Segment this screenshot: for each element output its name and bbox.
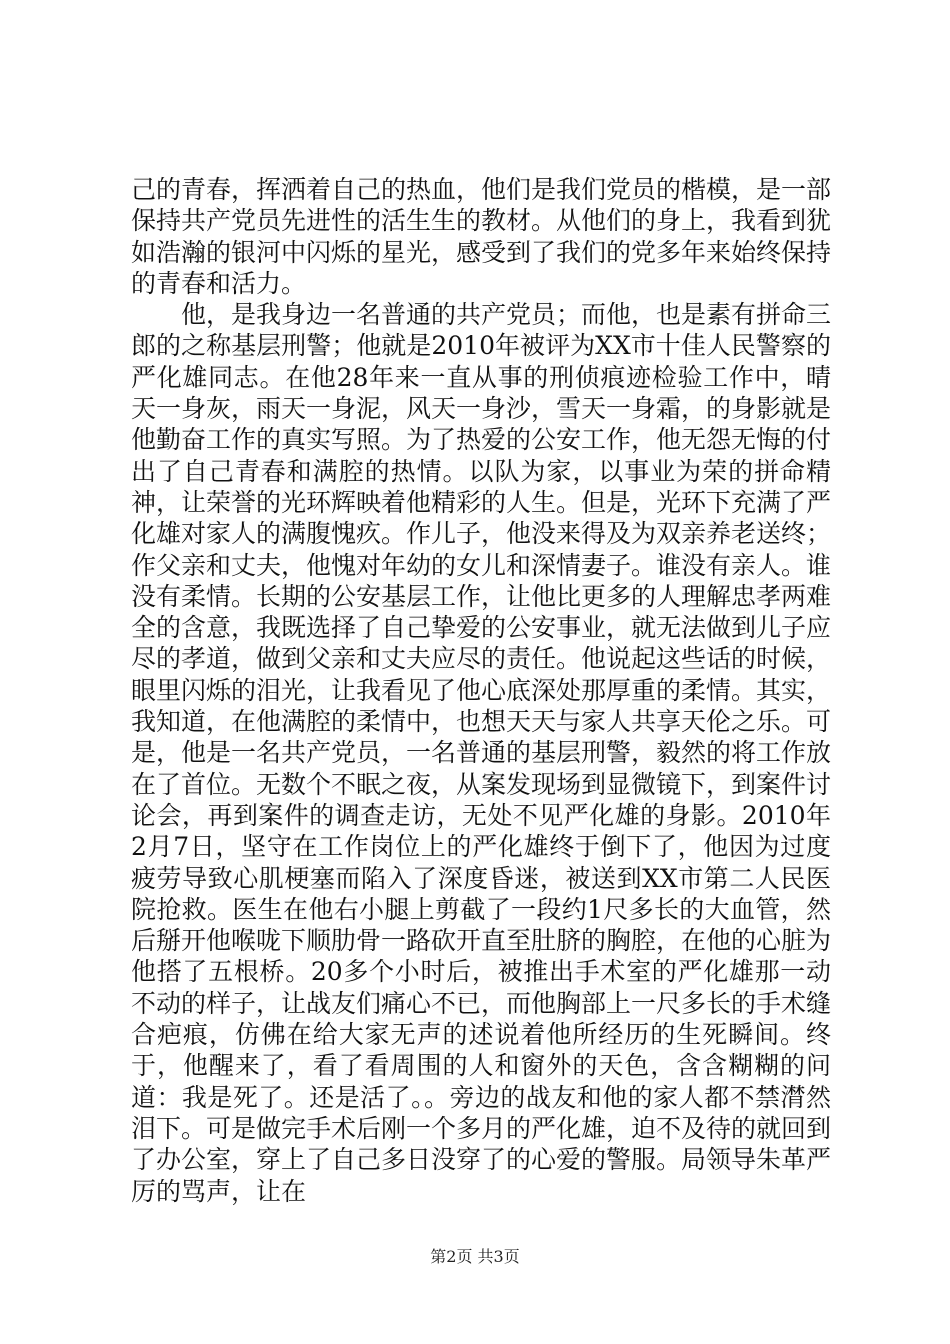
paragraph-continuation: 己的青春，挥洒着自己的热血，他们是我们党员的楷模，是一部保持共产党员先进性的活生生的教材。从他们的身上，我看到犹如浩瀚的银河中闪烁的星光，感受到了我们的党多年来始终保持的青春和活力。 bbox=[131, 175, 832, 298]
document-body bbox=[131, 174, 831, 1207]
page-footer: 第2页 共3页 bbox=[430, 1247, 520, 1266]
paragraph-main: 他，是我身边一名普通的共产党员；而他，也是素有拼命三郎的之称基层刑警；他就是2010年被评为XX市十佳人民警察的严化雄同志。在他28年来一直从事的刑侦痕迹检验工作中，晴天一身灰，雨天一身泥，风天一身沙，雪天一身霜，的身影就是他勤奋工作的真实写照。为了热爱的公安工作，他无怨无悔的付出了自己青春和满腔的热情。以队为家，以事业为荣的拼命精神，让荣誉的光环辉映着他精彩的人生。但是，光环下充满了严化雄对家人的满腹愧疚。作儿子，他没来得及为双亲养老送终；作父亲和丈夫，他愧对年幼的女儿和深情妻子。谁没有亲人。谁没有柔情。长期的公安基层工作，让他比更多的人理解忠孝两难全的含意，我既选择了自己挚爱的公安事业，就无法做到儿子应尽的孝道，做到父亲和丈夫应尽的责任。他说起这些话的时候，眼里闪烁的泪光，让我看见了他心底深处那厚重的柔情。其实，我知道，在他满腔的柔情中，也想天天与家人共享天伦之乐。可是，他是一名共产党员，一名普通的基层刑警，毅然的将工作放在了首位。无数个不眠之夜，从案发现场到显微镜下，到案件讨论会，再到案件的调查走访，无处不见严化雄的身影。2010年2月7日，坚守在工作岗位上的严化雄终于倒下了，他因为过度疲劳导致心肌梗塞而陷入了深度昏迷，被送到XX市第二人民医院抢救。医生在他右小腿上剪截了一段约1尺多长的大血管，然后掰开他喉咙下顺肋骨一路砍开直至肚脐的胸腔，在他的心脏为他搭了五根桥。20多个小时后，被推出手术室的严化雄那一动不动的样子，让战友们痛心不已，而他胸部上一尺多长的手术缝合疤痕，仿佛在给大家无声的述说着他所经历的生死瞬间。终于，他醒来了，看了看周围的人和窗外的天色，含含糊糊的问道：我是死了。还是活了。。旁边的战友和他的家人都不禁潸然泪下。可是做完手术后刚一个多月的严化雄，迫不及待的就回到了办公室，穿上了自己多日没穿了的心爱的警服。局领导朱革严厉的骂声，让在 bbox=[131, 300, 832, 1206]
